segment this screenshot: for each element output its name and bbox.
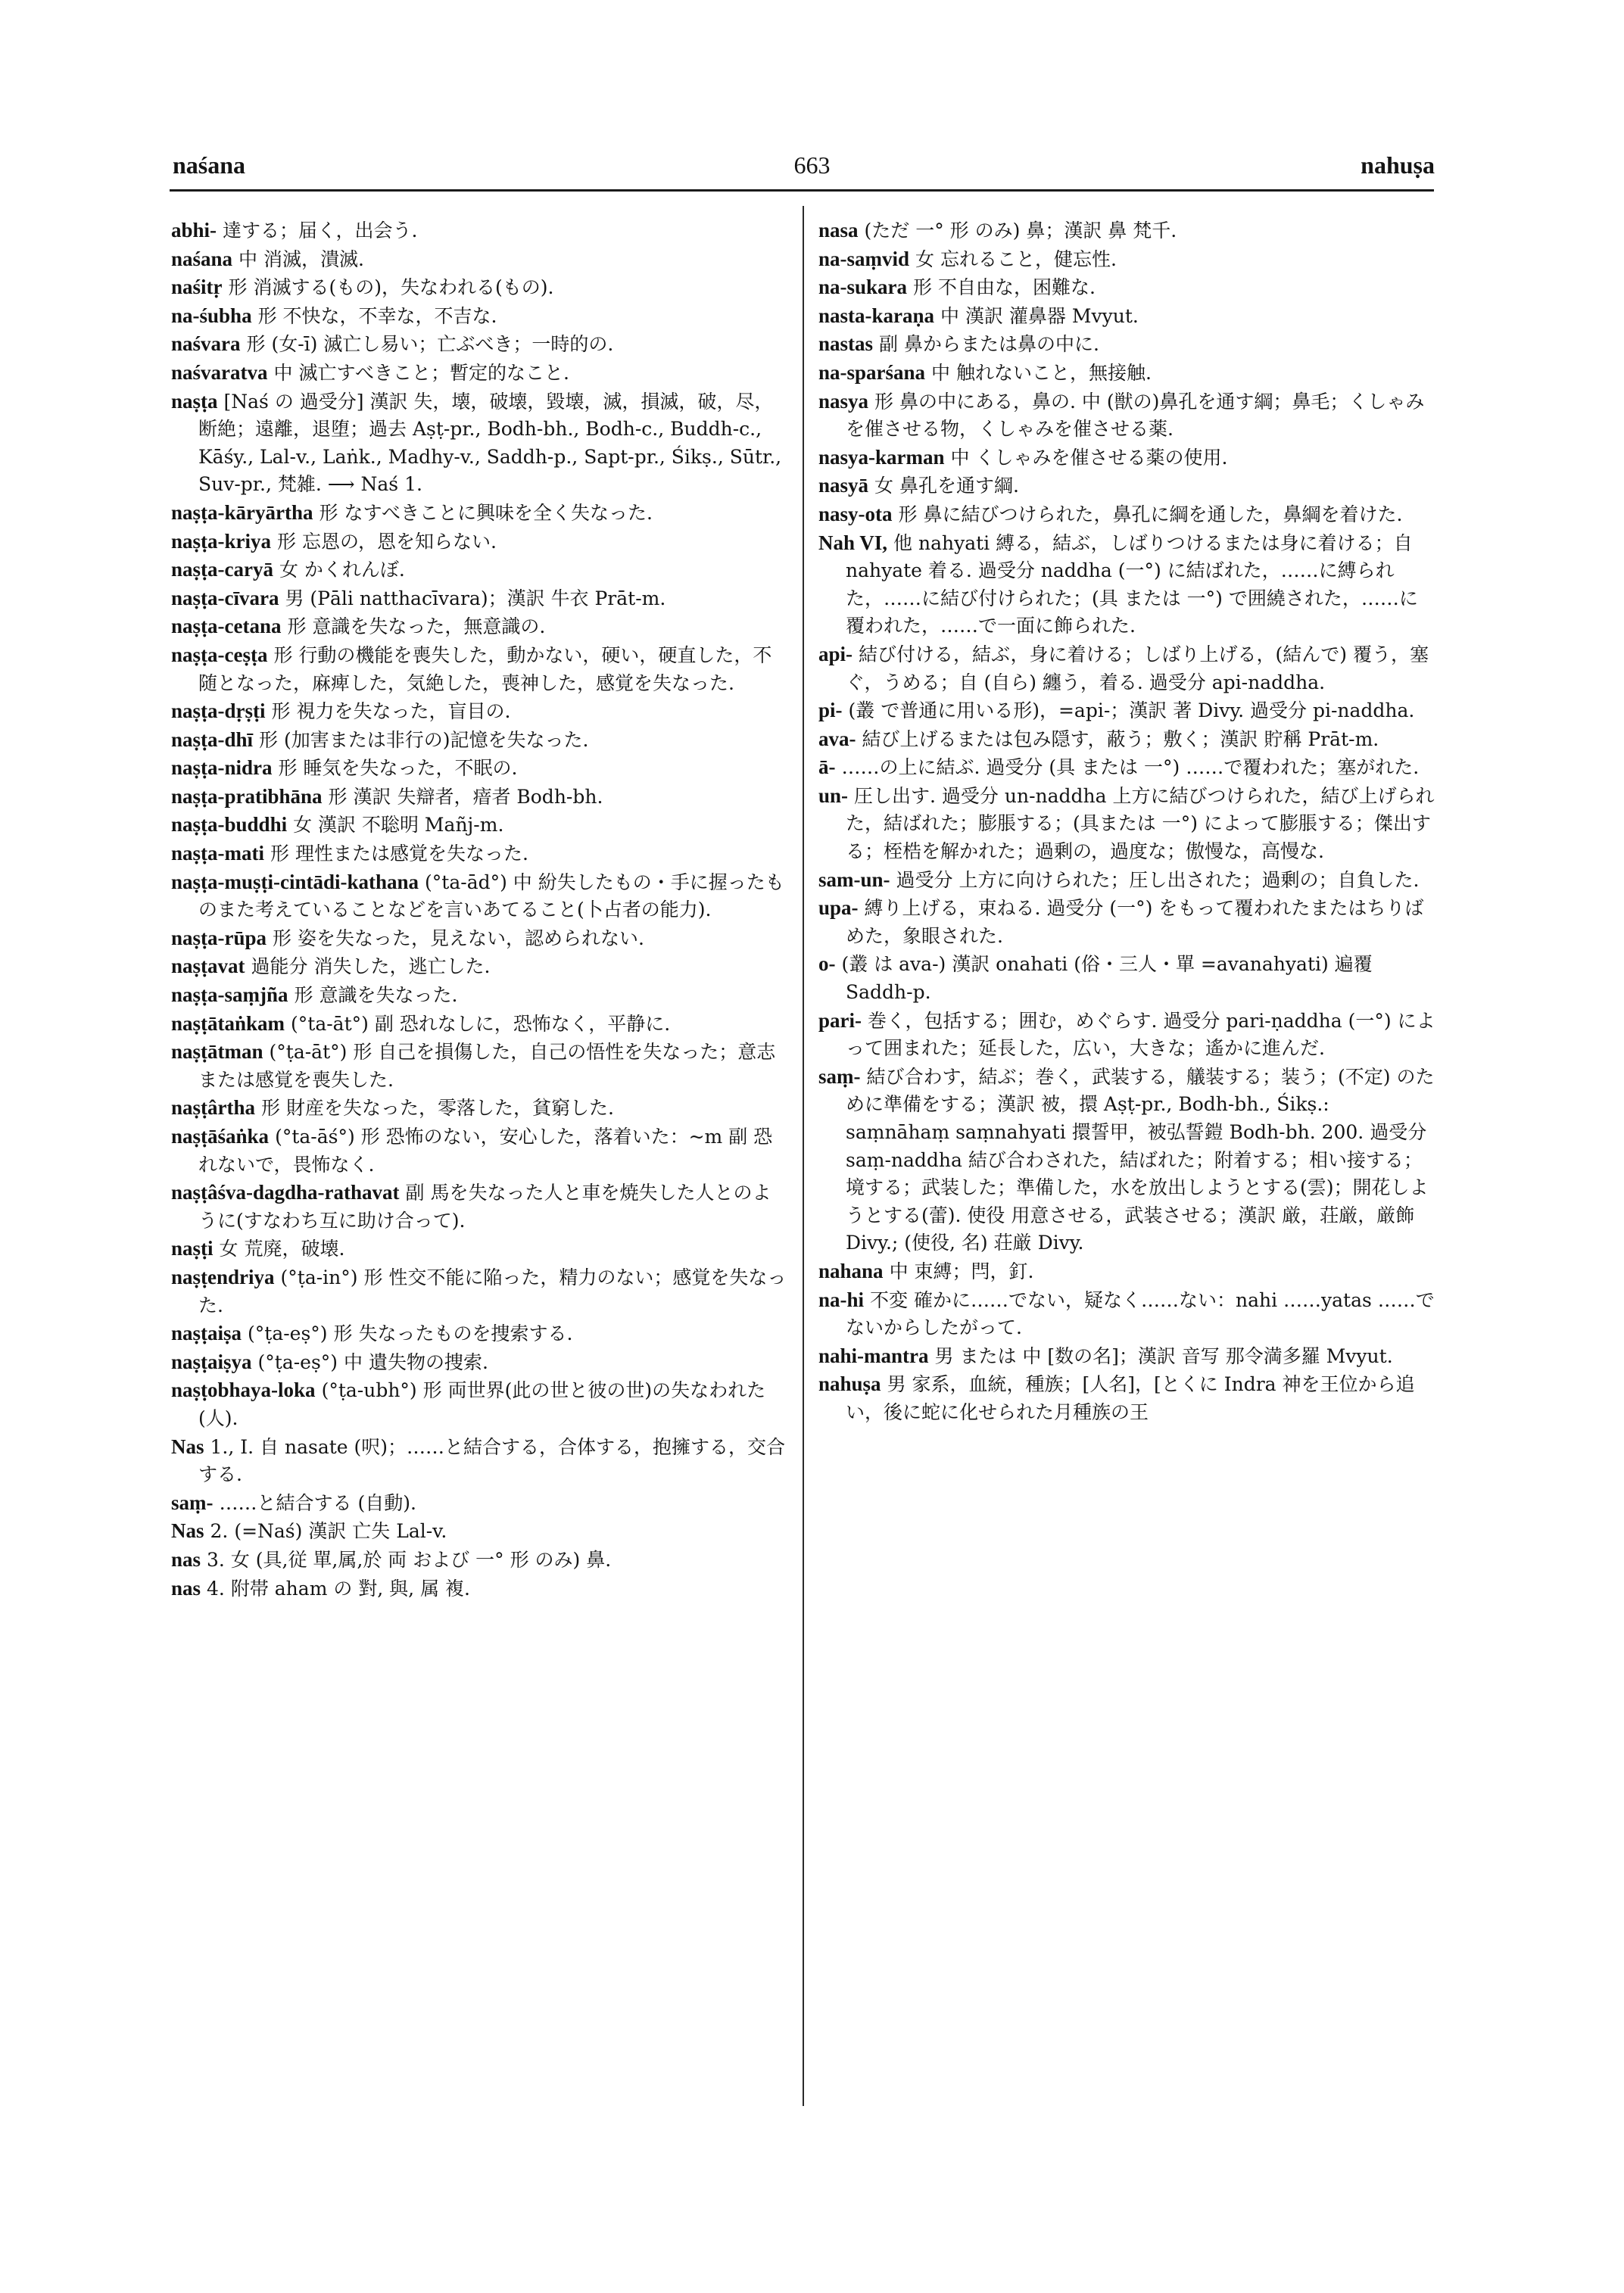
dictionary-entry: [171, 868, 788, 924]
entry-headword: naṣṭa-mati: [171, 842, 264, 865]
entry-headword: na-hi: [818, 1288, 865, 1311]
dictionary-entry: [171, 754, 788, 783]
dictionary-entry: [171, 1546, 788, 1575]
dictionary-entry: [818, 640, 1435, 696]
entry-definition: 中 漢訳 灌鼻器 Mvyut.: [940, 304, 1139, 327]
entry-definition: 女 かくれんぼ.: [279, 559, 405, 581]
dictionary-entry: [818, 1257, 1435, 1286]
entry-definition: 形 視力を失なった，盲目の.: [271, 700, 511, 723]
entry-headword: naṣṭa-muṣṭi-cintādi-kathana: [171, 870, 419, 893]
dictionary-entry: [818, 950, 1435, 1006]
entry-definition: ……の上に結ぶ. 過受分 (具 または 一°) ……で覆われた；塞がれた.: [841, 756, 1420, 779]
entry-definition: 形 不自由な，困難な.: [913, 276, 1096, 299]
dictionary-entry: [818, 330, 1435, 359]
left-column: [171, 217, 788, 2157]
dictionary-entry: [818, 1342, 1435, 1371]
entry-definition: 副 馬を失なった人と車を焼失した人とのように(すなわち互に助け合って).: [198, 1182, 771, 1232]
dictionary-entry: [171, 302, 788, 331]
entry-definition: 女 漢訳 不聡明 Mañj-m.: [293, 814, 504, 837]
entry-headword: naṣṭaiṣya: [171, 1350, 252, 1373]
entry-headword: naśvara: [171, 332, 241, 356]
entry-definition: 中 滅亡すべきこと；暫定的なこと.: [273, 361, 569, 384]
entry-definition: 形 (女-ī) 滅亡し易い；亡ぶべき；一時的の.: [246, 333, 614, 356]
dictionary-entry: [818, 866, 1435, 895]
dictionary-entry: [171, 1319, 788, 1348]
entry-headword: nas: [171, 1547, 201, 1571]
dictionary-entry: [818, 302, 1435, 331]
entry-definition: 結び上げるまたは包み隠す，蔽う；敷く；漢訳 貯稱 Prāt-m.: [862, 727, 1379, 750]
entry-definition: 中 くしゃみを催させる薬の使用.: [950, 446, 1228, 469]
entry-definition: 4. 附帯 aham の 對, 與, 属 複.: [207, 1577, 470, 1600]
entry-headword: naṣṭa-kriya: [171, 529, 272, 553]
entry-headword: naṣṭa-cetana: [171, 615, 282, 638]
entry-definition: 形 忘恩の，恩を知らない.: [277, 530, 497, 553]
dictionary-entry: [171, 245, 788, 274]
entry-definition: 形 鼻に結びつけられた，鼻孔に綱を通した，鼻綱を着けた.: [898, 503, 1403, 525]
entry-headword: naṣṭârtha: [171, 1096, 256, 1120]
dictionary-entry: [171, 1517, 788, 1546]
dictionary-entry: [818, 444, 1435, 472]
dictionary-entry: [818, 500, 1435, 529]
entry-headword: nahi-mantra: [818, 1344, 929, 1367]
dictionary-entry: [818, 472, 1435, 500]
dictionary-entry: [818, 1063, 1435, 1257]
entry-headword: Nah VI,: [818, 531, 888, 554]
entry-headword: naṣṭa-cīvara: [171, 586, 279, 609]
running-head-right: nahuṣa: [1361, 151, 1435, 179]
dictionary-entry: [818, 1370, 1435, 1426]
entry-headword: naṣṭa-saṃjña: [171, 983, 288, 1007]
dictionary-entry: [818, 1007, 1435, 1063]
entry-definition: 3. 女 (具,従 單,属,於 両 および 一° 形 のみ) 鼻.: [207, 1548, 612, 1571]
column-divider: [803, 206, 804, 2106]
entry-headword: api-: [818, 642, 853, 665]
entry-headword: nahana: [818, 1259, 884, 1282]
dictionary-entry: [171, 330, 788, 359]
entry-headword: naśvaratva: [171, 360, 268, 384]
entry-definition: 形 意識を失なった，無意識の.: [287, 615, 546, 638]
entry-definition: 女 忘れること，健忘性.: [915, 248, 1117, 270]
dictionary-entry: [818, 245, 1435, 274]
entry-definition: 形 理性または感覚を失なった.: [270, 843, 528, 865]
dictionary-entry: [171, 641, 788, 697]
dictionary-entry: [818, 782, 1435, 866]
entry-definition: 形 財産を失なった，零落した，貧窮した.: [261, 1097, 614, 1120]
entry-definition: 男 または 中 [数の名]；漢訳 音写 那令満多羅 Mvyut.: [934, 1344, 1393, 1367]
entry-definition: (°ta-āś°) 形 恐怖のない，安心した，落着いた：~m 副 恐れないで，畏怖なく.: [198, 1126, 773, 1176]
dictionary-entry: [171, 1094, 788, 1123]
entry-headword: nasya-karman: [818, 445, 945, 469]
dictionary-entry: [818, 1286, 1435, 1342]
dictionary-entry: [171, 924, 788, 953]
entry-headword: na-saṃvid: [818, 247, 910, 270]
entry-definition: 形 消滅する(もの)，失なわれる(もの).: [228, 276, 554, 299]
entry-headword: na-sukara: [818, 276, 908, 299]
entry-headword: pari-: [818, 1008, 862, 1032]
dictionary-entry: [171, 1179, 788, 1235]
entry-definition: 女 鼻孔を通す綱.: [874, 475, 1019, 497]
entry-headword: naṣṭa-dhī: [171, 727, 254, 751]
entry-headword: nasa: [818, 219, 859, 241]
entry-definition: 形 (加害または非行の)記憶を失なった.: [259, 728, 589, 751]
dictionary-entry: [171, 612, 788, 641]
entry-headword: saṃ-: [171, 1491, 214, 1514]
dictionary-entry: [818, 696, 1435, 725]
dictionary-entry: [171, 1348, 788, 1377]
entry-definition: 結び付ける，結ぶ，身に着ける；しばり上げる，(結んで) 覆う，塞ぐ，うめる；自 (自ら) 纏う，着る. 過受分 api-naddha.: [846, 643, 1429, 693]
entry-headword: naṣṭa-dṛṣṭi: [171, 699, 266, 723]
entry-headword: naṣṭâśva-dagdha-rathavat: [171, 1181, 400, 1204]
entry-headword: ava-: [818, 727, 856, 750]
entry-definition: 過受分 上方に向けられた；圧し出された；過剰の；自負した.: [896, 868, 1420, 891]
entry-headword: naṣṭa: [171, 389, 218, 413]
entry-definition: 女 荒廃，破壊.: [219, 1238, 345, 1260]
entry-definition: 他 nahyati 縛る，結ぶ，しばりつけるまたは身に着ける；自 nahyate 着る. 過受分 naddha (一°) に結ばれた，……に縛られた，……に結び付けられた；(具 または 一°) で囲繞された，……に覆われた，……で一面に飾られた.: [846, 531, 1418, 637]
dictionary-entry: [171, 1123, 788, 1179]
entry-headword: naṣṭa-rūpa: [171, 926, 267, 949]
dictionary-entry: [171, 1376, 788, 1432]
entry-definition: (叢 は ava-) 漢訳 onahati (俗・三人・單 =avanahyati) 遍覆 Saddh-p.: [841, 953, 1373, 1004]
dictionary-entry: [171, 1235, 788, 1263]
entry-headword: naṣṭa-caryā: [171, 558, 273, 581]
dictionary-entry: [171, 697, 788, 726]
entry-definition: 副 鼻からまたは鼻の中に.: [879, 333, 1099, 356]
entry-definition: (°ta-āt°) 副 恐れなしに，恐怖なく，平静に.: [291, 1012, 671, 1035]
entry-headword: nahuṣa: [818, 1372, 881, 1396]
dictionary-entry: [171, 952, 788, 981]
entry-headword: nastas: [818, 332, 874, 356]
entry-headword: naṣṭa-kāryārtha: [171, 500, 313, 524]
entry-headword: abhi-: [171, 219, 217, 241]
entry-headword: naṣṭa-ceṣṭa: [171, 643, 268, 666]
dictionary-entry: [171, 1010, 788, 1039]
entry-headword: naṣṭavat: [171, 955, 245, 978]
entry-headword: nasya: [818, 389, 869, 413]
dictionary-entry: [818, 273, 1435, 302]
entry-definition: 過能分 消失した，逃亡した.: [251, 955, 491, 978]
entry-headword: naṣṭātaṅkam: [171, 1011, 285, 1035]
entry-headword: Nas: [171, 1435, 204, 1458]
dictionary-entry: [171, 1575, 788, 1603]
entry-definition: 2. (=Naś) 漢訳 亡失 Lal-v.: [210, 1520, 447, 1543]
entry-definition: 形 睡気を失なった，不眠の.: [278, 757, 518, 780]
dictionary-entry: [171, 981, 788, 1010]
dictionary-entry: [171, 217, 788, 245]
entry-definition: 中 束縛；閂，釘.: [889, 1260, 1034, 1282]
entry-headword: pi-: [818, 699, 843, 722]
entry-headword: naṣṭa-buddhi: [171, 813, 288, 837]
entry-headword: naśana: [171, 247, 233, 270]
entry-definition: 形 行動の機能を喪失した，動かない，硬い，硬直した，不随となった，麻痺した，気絶した，喪神した，感覚を失なった.: [198, 643, 772, 694]
entry-definition: (°ṭa-āt°) 形 自己を損傷した，自己の悟性を失なった；意志または感覚を喪失した.: [198, 1041, 776, 1091]
entry-definition: 形 鼻の中にある，鼻の. 中 (獣の)鼻孔を通す綱；鼻毛；くしゃみを催させる物，くしゃみを催させる薬.: [846, 390, 1425, 441]
entry-headword: un-: [818, 784, 849, 807]
entry-definition: 巻く，包括する；囲む，めぐらす. 過受分 pari-ṇaddha (一°) によって囲まれた；延長した，広い，大きな；遙かに進んだ.: [846, 1009, 1435, 1060]
entry-headword: saṃ-: [818, 1064, 861, 1088]
entry-headword: upa-: [818, 896, 859, 920]
entry-definition: 男 (Pāli natthacīvara)；漢訳 牛衣 Prāt-m.: [285, 587, 666, 609]
entry-definition: (°ṭa-eṣ°) 中 遺失物の捜索.: [257, 1351, 488, 1373]
dictionary-entry: [818, 388, 1435, 444]
entry-headword: nasy-ota: [818, 502, 893, 525]
dictionary-entry: [818, 894, 1435, 950]
dictionary-entry: [818, 217, 1435, 245]
dictionary-entry: [171, 840, 788, 868]
entry-headword: Nas: [171, 1519, 204, 1543]
entry-headword: naṣṭātman: [171, 1040, 263, 1064]
entry-definition: 不変 確かに……でない，疑なく……ない：nahi ……yatas ……でないからしたがって.: [846, 1288, 1435, 1339]
dictionary-entry: [818, 725, 1435, 754]
entry-definition: [Naś の 過受分] 漢訳 失，壊，破壊，毀壊，滅，損滅，破，尽，断絶；遠離，退堕；過去 Aṣṭ-pr., Bodh-bh., Bodh-c., Buddh-c., Kāśy., Lal-v., Laṅk., Madhy-v., Saddh-p., Sapt-pr., Śikṣ., Sūtr., Suv-pr., 梵雑. ⟶ Naś 1.: [198, 390, 782, 496]
entry-definition: 中 触れないこと，無接触.: [931, 361, 1152, 384]
entry-definition: (ただ 一° 形 のみ) 鼻；漢訳 鼻 梵千.: [864, 220, 1177, 241]
entry-definition: 圧し出す. 過受分 un-naddha 上方に結びつけられた，結び上げられた，結ばれた；膨脹する；(具または 一°) によって膨脹する；傑出する；桎梏を解かれた；過剰の，過度な；傲慢な，高慢な.: [846, 784, 1435, 863]
dictionary-entry: [171, 783, 788, 812]
entry-headword: naṣṭa-nidra: [171, 756, 273, 780]
entry-headword: ā-: [818, 756, 836, 779]
page-number: 663: [793, 151, 831, 179]
entry-headword: o-: [818, 952, 836, 976]
header-rule: [170, 189, 1434, 192]
entry-definition: 達する；届く，出会う.: [223, 220, 418, 241]
entry-definition: 形 なすべきことに興味を全く失なった.: [319, 501, 653, 524]
entry-headword: naṣṭi: [171, 1237, 214, 1260]
entry-headword: naṣṭendriya: [171, 1265, 275, 1288]
dictionary-entry: [818, 359, 1435, 388]
dictionary-entry: [171, 273, 788, 302]
entry-headword: sam-un-: [818, 868, 890, 891]
dictionary-entry: [818, 753, 1435, 782]
dictionary-entry: [171, 528, 788, 556]
dictionary-entry: [818, 529, 1435, 640]
entry-headword: naṣṭaiṣa: [171, 1322, 242, 1345]
dictionary-entry: [171, 1263, 788, 1319]
entry-headword: naṣṭobhaya-loka: [171, 1379, 316, 1402]
dictionary-entry: [171, 1489, 788, 1518]
entry-headword: naṣṭāśaṅka: [171, 1125, 270, 1148]
entry-definition: 縛り上げる，束ねる. 過受分 (一°) をもって覆われたまたはちりばめた，象眼された.: [846, 897, 1424, 947]
entry-definition: ……と結合する (自動).: [219, 1491, 416, 1514]
entry-definition: 中 消滅，潰滅.: [238, 248, 364, 270]
entry-definition: 形 姿を失なった，見えない，認められない.: [273, 927, 644, 949]
entry-headword: nasta-karaṇa: [818, 304, 935, 327]
entry-definition: 男 家系，血統，種族；[人名]，[とくに Indra 神を王位から追い，後に蛇に化せられた月種族の王: [846, 1373, 1415, 1423]
entry-headword: naśitṛ: [171, 276, 223, 299]
dictionary-entry: [171, 1433, 788, 1489]
entry-headword: nas: [171, 1576, 201, 1600]
entry-definition: (°ṭa-in°) 形 性交不能に陥った，精力のない；感覚を失なった.: [198, 1266, 787, 1316]
dictionary-entry: [171, 499, 788, 528]
entry-headword: naṣṭa-pratibhāna: [171, 784, 323, 808]
dictionary-entry: [171, 556, 788, 584]
dictionary-entry: [171, 811, 788, 840]
dictionary-entry: [171, 584, 788, 613]
entry-definition: 結び合わす，結ぶ；巻く，武装する，艤装する；装う；(不定) のために準備をする；漢訳 被，擐 Aṣṭ-pr., Bodh-bh., Śikṣ.: saṃnāhaṃ saṃnahyati 擐誓甲，被弘誓鎧 Bodh-bh. 200. 過受分 saṃ-naddha 結び合わされた，結ばれた；附着する；相い接する；境する；武装した；準備した，水を放出しようとする(雲)；開花しようとする(蕾). 使役 用意させる，武装させる；漢訳 厳，荘厳，厳飾 Divy.; (使役, 名) 荘厳 Divy.: [846, 1065, 1435, 1254]
entry-definition: 形 漢訳 失辯者，瘖者 Bodh-bh.: [328, 785, 603, 808]
entry-definition: 1., I. 自 nasate (呎)；……と結合する，合体する，抱擁する，交合する.: [198, 1435, 786, 1486]
right-column: [818, 217, 1435, 2157]
entry-headword: nasyā: [818, 474, 869, 497]
running-head-left: naśana: [173, 151, 246, 179]
entry-definition: 形 不快な，不幸な，不吉な.: [257, 304, 497, 327]
dictionary-entry: [171, 726, 788, 755]
entry-definition: (°ta-ād°) 中 紛失したもの・手に握ったものまた考えていることなどを言いあてること(卜占者の能力).: [198, 871, 784, 921]
entry-headword: na-sparśana: [818, 360, 926, 384]
dictionary-entry: [171, 388, 788, 499]
dictionary-entry: [171, 1038, 788, 1094]
dictionary-entry: [171, 359, 788, 388]
entry-definition: (°ṭa-eṣ°) 形 失なったものを捜索する.: [248, 1323, 573, 1345]
entry-definition: 形 意識を失なった.: [294, 984, 458, 1007]
entry-headword: na-śubha: [171, 304, 252, 327]
entry-definition: (叢 で普通に用いる形)，=api-；漢訳 著 Divy. 過受分 pi-naddha.: [848, 699, 1415, 722]
entry-definition: (°ṭa-ubh°) 形 両世界(此の世と彼の世)の失なわれた(人).: [198, 1379, 766, 1429]
